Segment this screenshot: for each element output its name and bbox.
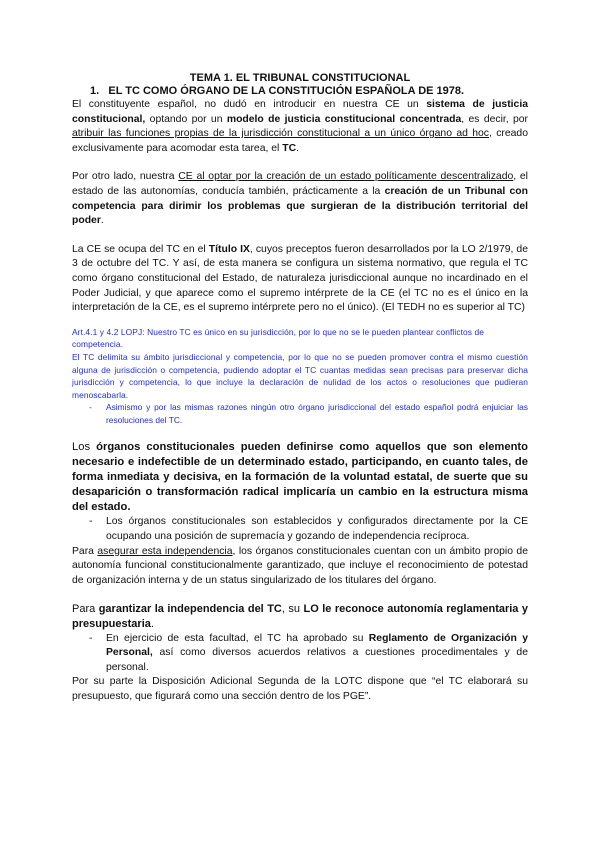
bullet-dash: - xyxy=(89,402,92,413)
text-run: . xyxy=(100,215,104,227)
text-run: En ejercicio de esta facultad, el TC ha aprobado su xyxy=(106,632,369,644)
bullet-list-1 xyxy=(72,515,528,544)
bold-run: sistema de justicia constitucional, xyxy=(72,99,528,125)
lopj-note xyxy=(72,326,528,427)
underlined-run: CE al optar por la creación de un estado políticamente descentralizado xyxy=(178,171,514,183)
list-item xyxy=(72,632,528,676)
list-item xyxy=(72,401,528,426)
document-page xyxy=(72,72,528,705)
bold-run: Reglamento de Organización y Personal, xyxy=(106,632,528,659)
bullet-list-2 xyxy=(72,632,528,676)
text-run: La CE se ocupa del TC en el xyxy=(72,243,209,255)
bullet-dash: - xyxy=(89,632,93,644)
text-run: Los xyxy=(72,441,97,454)
paragraph-1 xyxy=(72,98,528,156)
section-heading xyxy=(90,85,528,98)
text-run: Para xyxy=(72,545,98,557)
text-run: así como diversos acuerdos relativos a cuestiones procedimentales y de personal. xyxy=(106,647,528,673)
list-item-text: Los órganos constitucionales son establecidos y configurados directamente por la CE ocupando una posición de supremacía y gozando de independencia recíproca. xyxy=(106,516,528,543)
bold-run: LO le reconoce autonomía reglamentaria y presupuestaria xyxy=(72,603,529,631)
section-number: 1. xyxy=(90,85,100,97)
bold-run: garantizar la independencia del TC xyxy=(98,603,282,616)
section-heading-text: EL TC COMO ÓRGANO DE LA CONSTITUCIÓN ESPAÑOLA DE 1978. xyxy=(108,85,465,97)
definition-block xyxy=(72,440,528,515)
text-run: . xyxy=(150,618,154,631)
paragraph-2 xyxy=(72,170,528,228)
bold-run: órganos constitucionales pueden definirse como aquellos que son elemento necesario e indefectible de un determinado estado, participando, en cuanto tales, de forma inmediata y decisiva, en la formación de la voluntad estatal, de suerte que su desaparición o transformación radical implicaría un cambio en la estructura misma del estado. xyxy=(72,441,528,514)
list-item-text: Asimismo y por las mismas razones ningún otro órgano jurisdiccional del estado español podrá enjuiciar las resoluciones del TC. xyxy=(106,402,528,425)
underlined-run: asegurar esta independencia xyxy=(97,545,233,557)
text-run: Para xyxy=(72,603,99,616)
bold-run: TC xyxy=(282,142,297,154)
bold-run: creación de un Tribunal con competencia para dirimir los problemas que surgieran de la distribución territorial del poder xyxy=(72,185,528,227)
bullet-dash: - xyxy=(89,516,93,528)
text-run: . xyxy=(296,142,299,154)
bold-run: Título IX xyxy=(208,243,250,255)
text-run: El constituyente español, no dudó en introducir en nuestra CE un xyxy=(72,99,427,110)
paragraph-7: Por su parte la Disposición Adicional Segunda de la LOTC dispone que “el TC elaborará su presupuesto, que figurará como una sección dentro de los PGE”. xyxy=(72,676,528,702)
text-run: , creado exclusivamente para acomodar esta tarea, el xyxy=(72,128,528,154)
lopj-list xyxy=(72,401,528,426)
bold-run: modelo de justicia constitucional concentrada xyxy=(226,113,462,125)
text-run: , es decir, por xyxy=(461,113,529,125)
text-run: , los órganos constitucionales cuentan con un ámbito propio de autonomía funcional constitucionalmente garantizado, que incluye el reconocimiento de potestad de organización interna y de un status singularizado de los titulares del órgano. xyxy=(72,545,528,586)
lopj-paragraph-2: El TC delimita su ámbito jurisdiccional y competencia, por lo que no se pueden promover contra el mismo cuestión alguna de jurisdicción o competencia, pudiendo adoptar el TC cuantas medidas sean precisas para preservar dicha jurisdicción y competencia, lo que incluye la declaración de nulidad de los actos o resoluciones que pudieran menoscabarla. xyxy=(72,351,528,400)
list-item xyxy=(72,515,528,544)
paragraph-6 xyxy=(72,602,528,631)
text-run: Por otro lado, nuestra xyxy=(72,171,179,183)
document-title: TEMA 1. EL TRIBUNAL CONSTITUCIONAL xyxy=(189,72,411,84)
underlined-run: atribuir las funciones propias de la jurisdicción constitucional a un único órgano ad hoc xyxy=(72,128,489,140)
text-run: , cuyos preceptos fueron desarrollados por la LO 2/1979, de 3 de octubre del TC. Y así, de esta manera se configura un sistema normativo, que regula el TC como órgano constitucional del Estado, de naturaleza jurisdiccional aunque no incardinado en el Poder Judicial, y que aparece como el supremo intérprete de la CE (el TC no es el único en la interpretación de la CE, es el supremo intérprete pero no el único). (El TEDH no es superior al TC) xyxy=(72,243,528,314)
text-run: optando por un xyxy=(145,113,227,125)
paragraph-4 xyxy=(72,440,528,515)
paragraph-5 xyxy=(72,545,528,589)
text-run: , el estado de las autonomías, conducía también, prácticamente a la xyxy=(72,171,528,197)
text-run: , su xyxy=(281,603,304,616)
lopj-paragraph-1: Art.4.1 y 4.2 LOPJ: Nuestro TC es único en su jurisdicción, por lo que no se le pueden plantear conflictos de competencia. xyxy=(72,326,485,350)
paragraph-3 xyxy=(72,243,528,316)
